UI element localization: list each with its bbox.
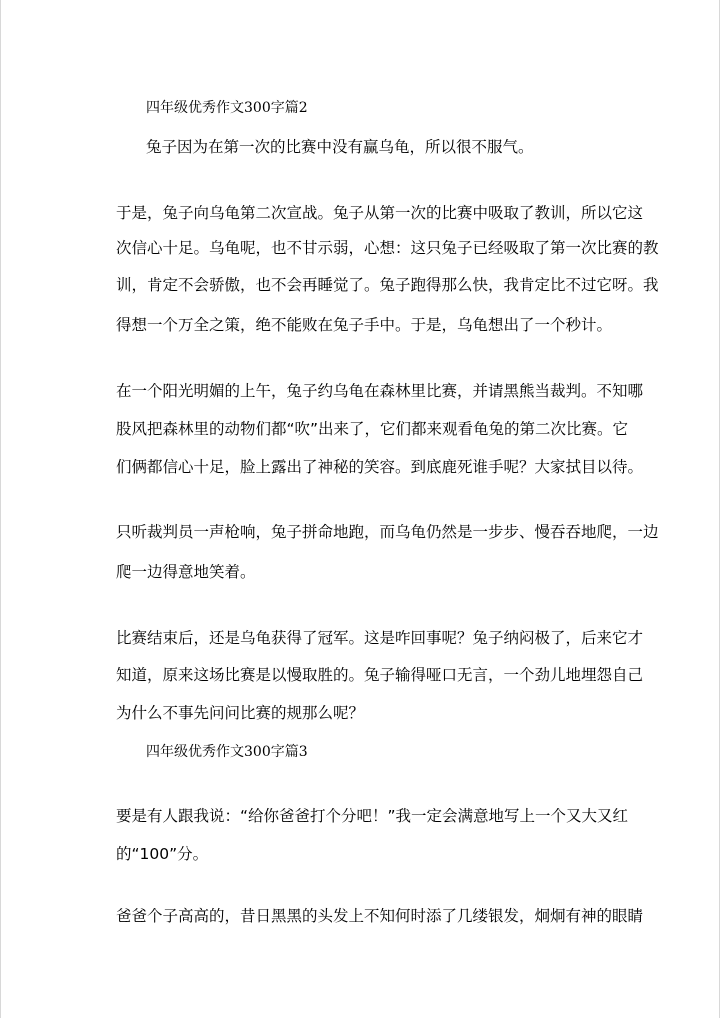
- paragraph-line: 比赛结束后，还是乌龟获得了冠军。这是咋回事呢？兔子纳闷极了，后来它才: [116, 629, 644, 647]
- paragraph-line: 训，肯定不会骄傲，也不会再睡觉了。兔子跑得那么快，我肯定比不过它呀。我: [116, 276, 659, 294]
- paragraph-line: 知道，原来这场比赛是以慢取胜的。兔子输得哑口无言，一个劲儿地埋怨自己: [116, 666, 644, 684]
- paragraph-line: 于是，兔子向乌龟第二次宣战。兔子从第一次的比赛中吸取了教训，所以它这: [116, 204, 644, 222]
- paragraph-line: 次信心十足。乌龟呢，也不甘示弱，心想：这只兔子已经吸取了第一次比赛的教: [116, 239, 659, 257]
- paragraph-line: 要是有人跟我说：“给你爸爸打个分吧！”我一定会满意地写上一个又大又红: [116, 807, 629, 825]
- paragraph-line: 们俩都信心十足，脸上露出了神秘的笑容。到底鹿死谁手呢？大家拭目以待。: [116, 458, 644, 476]
- paragraph-line: 爬一边得意地笑着。: [116, 563, 256, 581]
- paragraph-line: 在一个阳光明媚的上午，兔子约乌龟在森林里比赛，并请黑熊当裁判。不知哪: [116, 382, 644, 400]
- paragraph-line: 只听裁判员一声枪响，兔子拼命地跑，而乌龟仍然是一步步、慢吞吞地爬，一边: [116, 523, 659, 541]
- paragraph-line: 爸爸个子高高的，昔日黑黑的头发上不知何时添了几缕银发，炯炯有神的眼睛: [116, 907, 644, 925]
- paragraph-line: 为什么不事先问问比赛的规那么呢？: [116, 704, 365, 722]
- section-heading: 四年级优秀作文300字篇2: [146, 100, 308, 116]
- paragraph-line: 得想一个万全之策，绝不能败在兔子手中。于是，乌龟想出了一个秒计。: [116, 316, 613, 334]
- paragraph-line: 兔子因为在第一次的比赛中没有赢乌龟，所以很不服气。: [146, 138, 534, 156]
- section-heading: 四年级优秀作文300字篇3: [146, 744, 308, 760]
- paragraph-line: 股风把森林里的动物们都“吹”出来了，它们都来观看龟兔的第二次比赛。它: [116, 420, 629, 438]
- paragraph-line: 的“100”分。: [116, 845, 209, 863]
